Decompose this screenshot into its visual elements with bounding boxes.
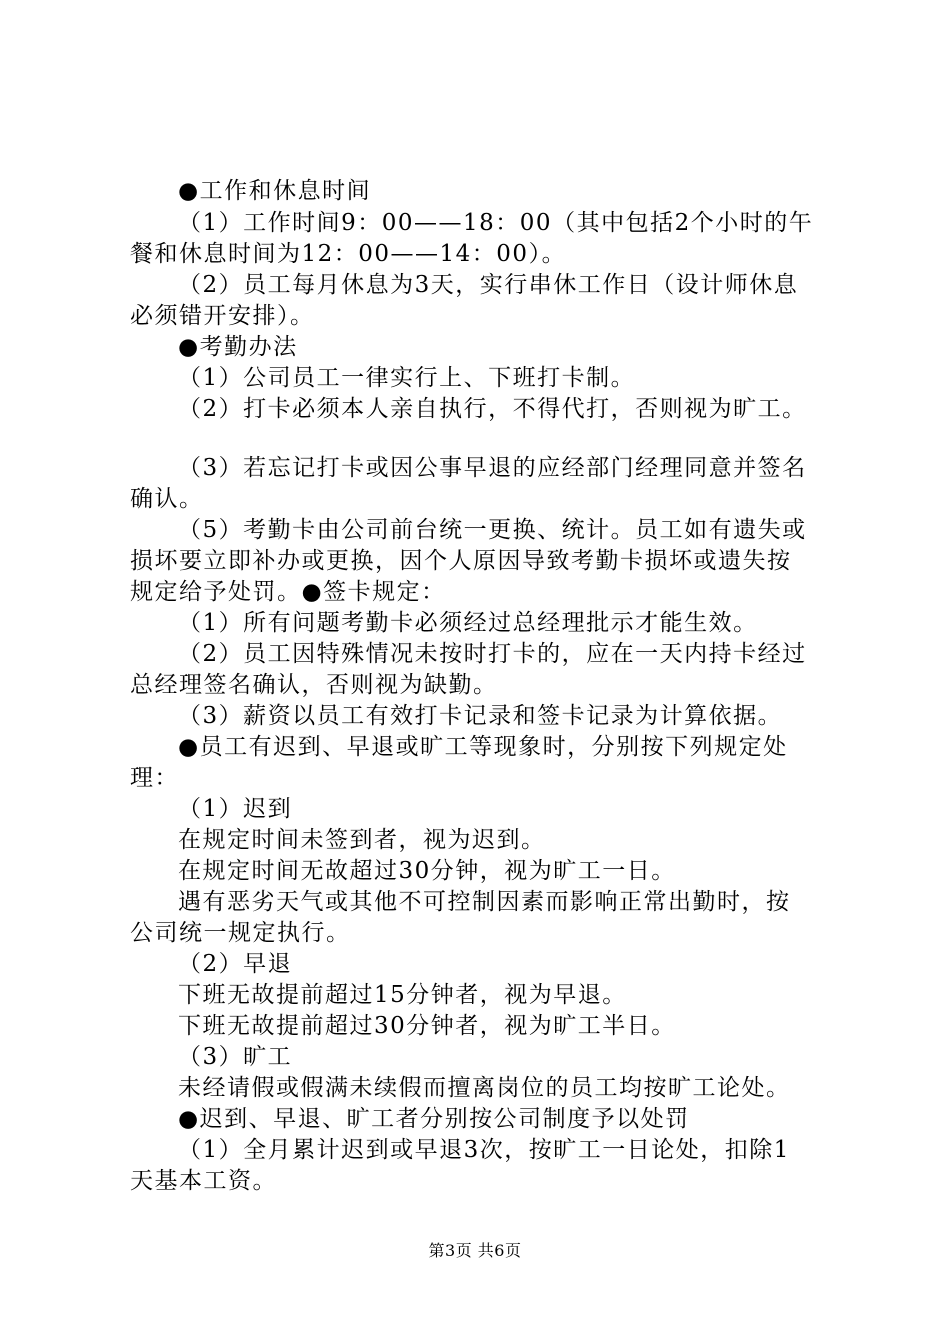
paragraph-line: 理： <box>130 765 179 791</box>
paragraph-line: 天基本工资。 <box>130 1168 277 1194</box>
paragraph-line: 总经理签名确认，否则视为缺勤。 <box>130 672 498 698</box>
heading-lateness-rules: ●员工有迟到、早退或旷工等现象时，分别按下列规定处 <box>178 734 788 760</box>
paragraph-line: 在规定时间无故超过30分钟，视为旷工一日。 <box>178 858 676 884</box>
paragraph-line: （1）迟到 <box>178 796 293 822</box>
page-number-footer: 第3页 共6页 <box>428 1241 522 1260</box>
paragraph-line: （2）员工每月休息为3天，实行串休工作日（设计师休息 <box>178 272 799 298</box>
heading-attendance-method: ●考勤办法 <box>178 334 298 360</box>
paragraph-line: 公司统一规定执行。 <box>130 920 351 946</box>
paragraph-line: （2）早退 <box>178 951 293 977</box>
paragraph-line: （1）所有问题考勤卡必须经过总经理批示才能生效。 <box>178 610 758 636</box>
paragraph-line: 遇有恶劣天气或其他不可控制因素而影响正常出勤时，按 <box>178 889 791 915</box>
paragraph-line: 在规定时间未签到者，视为迟到。 <box>178 827 546 853</box>
paragraph-line: （1）全月累计迟到或早退3次，按旷工一日论处，扣除1 <box>178 1137 790 1163</box>
paragraph-line: 确认。 <box>130 486 204 512</box>
heading-work-rest-time: ●工作和休息时间 <box>178 178 372 204</box>
paragraph-line: （1）工作时间9：00——18：00（其中包括2个小时的午 <box>178 210 814 236</box>
heading-penalties: ●迟到、早退、旷工者分别按公司制度予以处罚 <box>178 1106 690 1132</box>
paragraph-line: 规定给予处罚。●签卡规定： <box>130 579 446 605</box>
paragraph-line: （3）薪资以员工有效打卡记录和签卡记录为计算依据。 <box>178 703 783 729</box>
paragraph-line: （2）员工因特殊情况未按时打卡的，应在一天内持卡经过 <box>178 641 807 667</box>
paragraph-line: （3）旷工 <box>178 1044 293 1070</box>
paragraph-line: 必须错开安排）。 <box>130 303 315 329</box>
paragraph-line: （1）公司员工一律实行上、下班打卡制。 <box>178 365 636 391</box>
paragraph-line: （2）打卡必须本人亲自执行，不得代打，否则视为旷工。 <box>178 396 807 422</box>
paragraph-line: 餐和休息时间为12：00——14：00）。 <box>130 241 567 267</box>
paragraph-line: 未经请假或假满未续假而擅离岗位的员工均按旷工论处。 <box>178 1075 791 1101</box>
paragraph-line: （3）若忘记打卡或因公事早退的应经部门经理同意并签名 <box>178 455 807 481</box>
paragraph-line: （5）考勤卡由公司前台统一更换、统计。员工如有遗失或 <box>178 517 807 543</box>
paragraph-line: 下班无故提前超过30分钟者，视为旷工半日。 <box>178 1013 676 1039</box>
paragraph-line: 下班无故提前超过15分钟者，视为早退。 <box>178 982 627 1008</box>
paragraph-line: 损坏要立即补办或更换，因个人原因导致考勤卡损坏或遗失按 <box>130 548 792 574</box>
